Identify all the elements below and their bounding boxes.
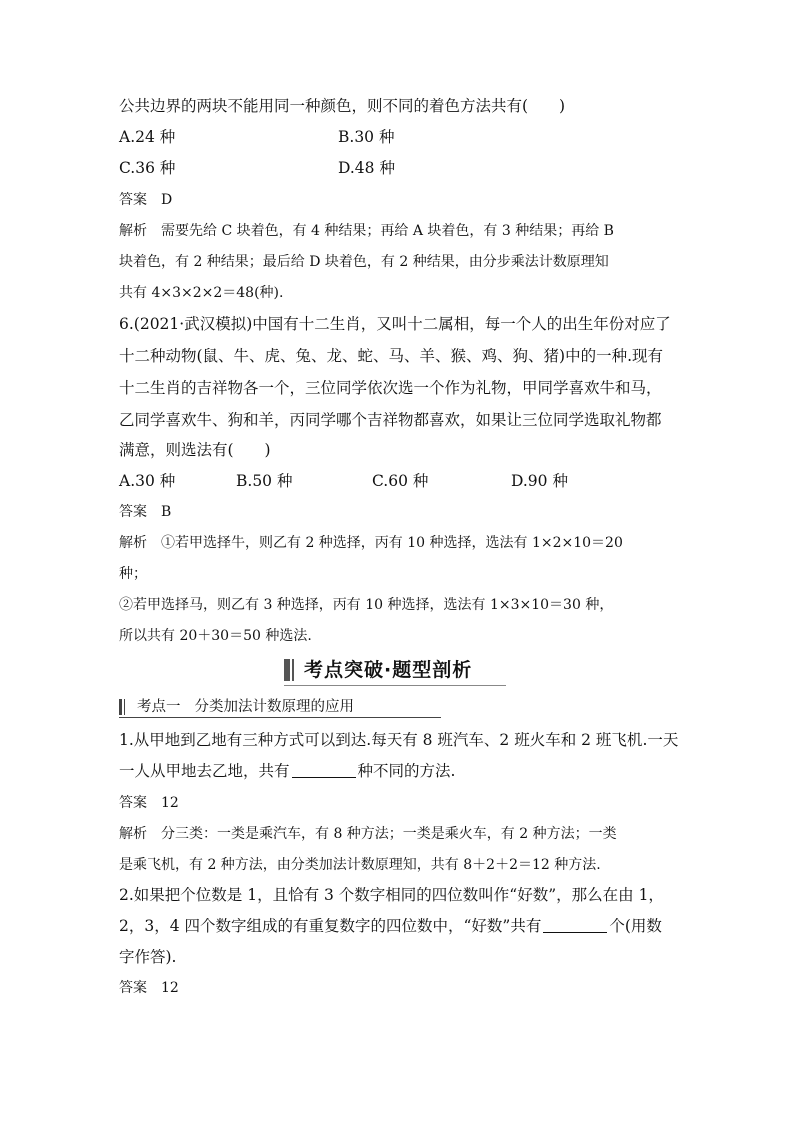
answer-blank (543, 916, 607, 933)
section-banner (284, 656, 506, 684)
q6-option-b: B.50 种 (236, 472, 293, 490)
section-heading (119, 696, 441, 718)
section-subtitle: 分类加法计数原理的应用 (194, 699, 354, 715)
p2-answer (119, 977, 179, 999)
p2-stem-text-a: 2，3，4 四个数字组成的有重复数字的四位数中，“好数”共有 (119, 917, 542, 935)
section-mark (119, 699, 122, 715)
q6-stem-line-2: 十二种动物(鼠、牛、虎、兔、龙、蛇、马、羊、猴、鸡、狗、猪)中的一种.现有 (119, 347, 664, 365)
analysis-text: 需要先给 C 块着色，有 4 种结果；再给 A 块着色，有 3 种结果；再给 B (161, 223, 614, 239)
answer-label: 答案 (119, 192, 147, 208)
q5-option-d: D.48 种 (338, 159, 395, 177)
p1-stem-text-b: 种不同的方法. (357, 762, 456, 780)
q6-stem-line-1: 6.(2021·武汉模拟)中国有十二生肖，又叫十二属相，每一个人的出生年份对应了 (119, 315, 671, 333)
q6-stem-line-3: 十二生肖的吉祥物各一个，三位同学依次选一个作为礼物，甲同学喜欢牛和马， (119, 379, 662, 397)
answer-label: 答案 (119, 980, 147, 996)
p1-stem-line-1: 1.从甲地到乙地有三种方式可以到达.每天有 8 班汽车、2 班火车和 2 班飞机.一天 (119, 731, 679, 749)
answer-label: 答案 (119, 504, 147, 520)
answer-value: 12 (161, 795, 179, 811)
q6-analysis-line-2: 种； (119, 566, 147, 582)
answer-value: B (161, 504, 172, 520)
q5-answer (119, 189, 172, 211)
q6-analysis-line-3: ②若甲选择马，则乙有 3 种选择，丙有 10 种选择，选法有 1×3×10＝30 种， (119, 597, 614, 613)
banner-title: 考点突破·题型剖析 (304, 659, 473, 681)
p2-stem-line-1: 2.如果把个位数是 1，且恰有 3 个数字相同的四位数叫作“好数”，那么在由 1， (119, 886, 664, 904)
p1-answer (119, 792, 179, 814)
p1-analysis-line-1 (119, 823, 617, 845)
p2-stem-line-2 (119, 915, 662, 937)
section-underline (119, 717, 441, 718)
q6-option-d: D.90 种 (511, 472, 568, 490)
answer-label: 答案 (119, 795, 147, 811)
analysis-label: 解析 (119, 535, 147, 551)
q6-answer (119, 501, 171, 523)
q5-analysis-line-1 (119, 220, 614, 242)
banner-underline (284, 685, 506, 686)
q5-analysis-line-2: 块着色，有 2 种结果；最后给 D 块着色，有 2 种结果，由分步乘法计数原理知 (119, 254, 609, 270)
section-mark-thin (124, 699, 125, 715)
q5-option-b: B.30 种 (338, 128, 395, 146)
p1-stem-text-a: 一人从甲地去乙地，共有 (119, 762, 290, 780)
banner-bar-thin (292, 659, 294, 681)
analysis-label: 解析 (119, 826, 147, 842)
analysis-text: 分三类：一类是乘汽车，有 8 种方法；一类是乘火车，有 2 种方法；一类 (161, 826, 617, 842)
answer-blank (292, 761, 356, 778)
section-title (137, 696, 354, 718)
q6-option-c: C.60 种 (372, 472, 429, 490)
q5-stem: 公共边界的两块不能用同一种颜色，则不同的着色方法共有( ) (119, 97, 566, 115)
analysis-text: ①若甲选择牛，则乙有 2 种选择，丙有 10 种选择，选法有 1×2×10＝20 (161, 535, 623, 551)
analysis-label: 解析 (119, 223, 147, 239)
p1-analysis-line-2: 是乘飞机，有 2 种方法，由分类加法计数原理知，共有 8＋2＋2＝12 种方法. (119, 857, 601, 873)
q6-stem-line-4: 乙同学喜欢牛、狗和羊，丙同学哪个吉祥物都喜欢，如果让三位同学选取礼物都 (119, 411, 662, 429)
q6-option-a: A.30 种 (119, 472, 176, 490)
q5-option-a: A.24 种 (119, 128, 176, 146)
q5-option-c: C.36 种 (119, 159, 176, 177)
p2-stem-text-b: 个(用数 (609, 917, 662, 935)
p1-stem-line-2 (119, 760, 455, 782)
q6-analysis-line-4: 所以共有 20＋30＝50 种选法. (119, 628, 312, 644)
q6-stem-line-5: 满意，则选法有( ) (119, 441, 271, 459)
answer-value: 12 (161, 980, 179, 996)
section-number: 考点一 (137, 699, 181, 715)
p2-stem-line-3: 字作答). (119, 948, 177, 966)
banner-bar (284, 659, 290, 681)
answer-value: D (161, 192, 173, 208)
q5-analysis-line-3: 共有 4×3×2×2＝48(种). (119, 285, 284, 301)
q6-analysis-line-1 (119, 532, 623, 554)
